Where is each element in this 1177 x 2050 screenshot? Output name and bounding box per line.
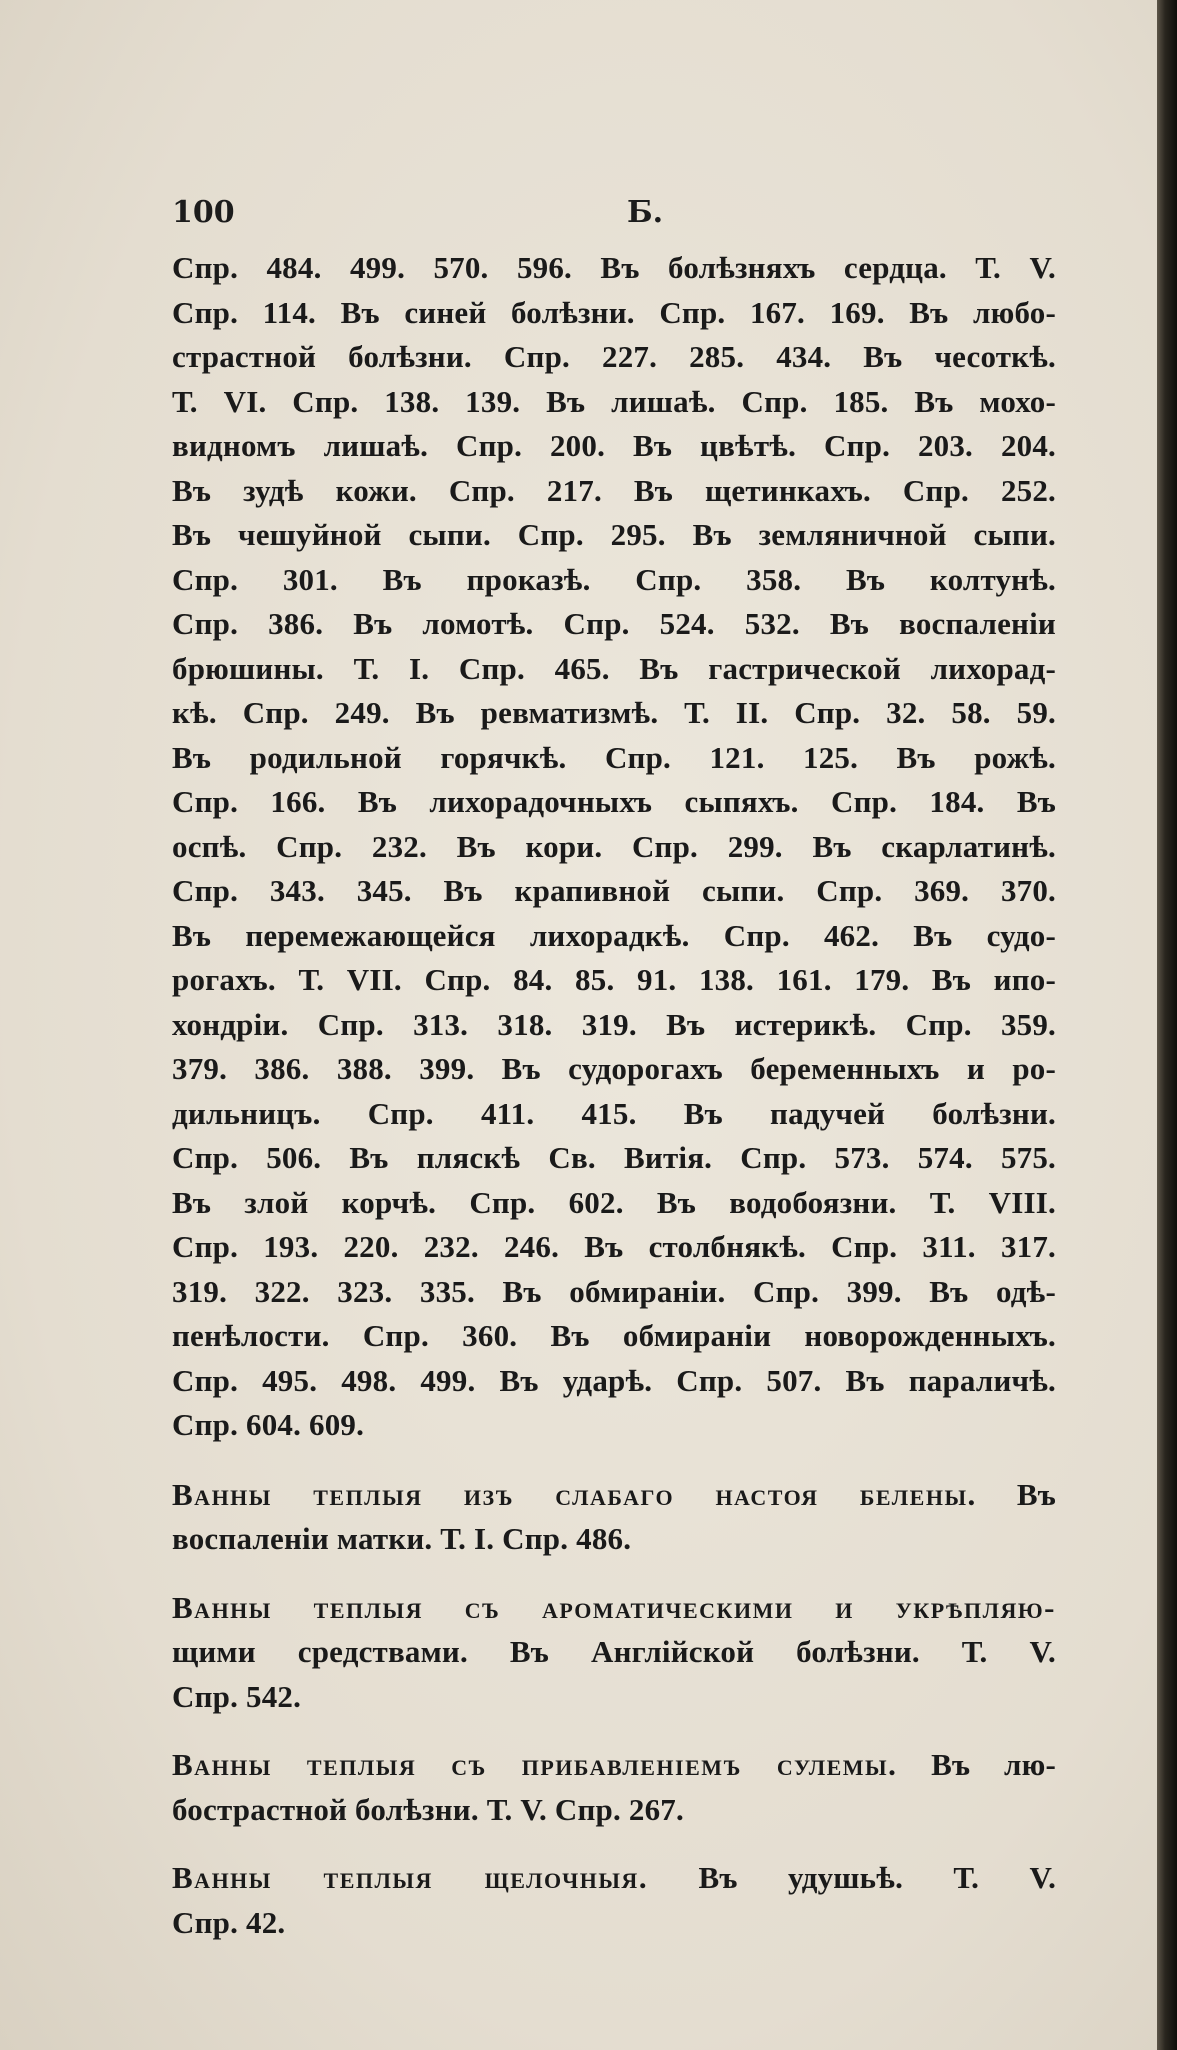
text-line: Спр. 343. 345. Въ крапивной сыпи. Спр. 369. 370. xyxy=(172,873,1056,908)
text-line: Въ зудѣ кожи. Спр. 217. Въ щетинкахъ. Спр. 252. xyxy=(172,472,1056,508)
text-line: Спр. 506. Въ пляскѣ Св. Витія. Спр. 573. 574. 575. xyxy=(172,1140,1056,1175)
book-spine-edge xyxy=(1157,0,1177,2050)
text-line: Спр. 114. Въ синей болѣзни. Спр. 167. 169. Въ любо- xyxy=(172,294,1056,330)
text-line: 379. 386. 388. 399. Въ судорогахъ беременныхъ и ро- xyxy=(172,1051,1056,1086)
text-line: дильницъ. Спр. 411. 415. Въ падучей болѣзни. xyxy=(172,1095,1056,1131)
text-line: рогахъ. Т. VII. Спр. 84. 85. 91. 138. 161. 179. Въ ипо- xyxy=(172,962,1056,997)
text-line: Спр. 386. Въ ломотѣ. Спр. 524. 532. Въ воспаленіи xyxy=(172,606,1056,641)
entry-headword: Ванны теплыя изъ слабаго настоя белены. xyxy=(172,1476,977,1512)
text-line: Спр. 301. Въ проказѣ. Спр. 358. Въ колтунѣ. xyxy=(172,561,1056,597)
entry-text: Въ лю- xyxy=(931,1747,1056,1782)
text-line: Въ злой корчѣ. Спр. 602. Въ водобоязни. Т. VIII. xyxy=(172,1184,1056,1220)
text-line: Т. VI. Спр. 138. 139. Въ лишаѣ. Спр. 185. Въ мохо- xyxy=(172,383,1056,419)
entry-line xyxy=(172,1586,1056,1631)
index-text xyxy=(172,246,1056,1945)
text-line: брюшины. Т. I. Спр. 465. Въ гастрической лихорад- xyxy=(172,650,1056,686)
text-line: хондріи. Спр. 313. 318. 319. Въ истерикѣ. Спр. 359. xyxy=(172,1006,1056,1042)
entry-line: воспаленіи матки. Т. I. Спр. 486. xyxy=(172,1521,632,1556)
text-line: Въ чешуйной сыпи. Спр. 295. Въ земляничной сыпи. xyxy=(172,517,1056,552)
text-line: Спр. 604. 609. xyxy=(172,1407,365,1442)
entry-line: Спр. 542. xyxy=(172,1678,302,1714)
page-number: 100 xyxy=(172,195,235,230)
text-line: оспѣ. Спр. 232. Въ кори. Спр. 299. Въ скарлатинѣ. xyxy=(172,828,1056,864)
continuation-block xyxy=(172,246,1056,1448)
entry-line: бострастной болѣзни. Т. V. Спр. 267. xyxy=(172,1791,684,1827)
index-entry xyxy=(172,1586,1056,1720)
text-line: Спр. 495. 498. 499. Въ ударѣ. Спр. 507. Въ параличѣ. xyxy=(172,1362,1056,1398)
index-entry xyxy=(172,1473,1056,1562)
entry-headword: Ванны теплыя съ прибавленіемъ сулемы. xyxy=(172,1747,898,1782)
entry-headword: Ванны теплыя щелочныя. xyxy=(172,1860,649,1895)
entry-headword: Ванны теплыя съ ароматическими и укрѣпляю- xyxy=(172,1589,1056,1625)
text-line: Спр. 484. 499. 570. 596. Въ болѣзняхъ сердца. Т. V. xyxy=(172,250,1056,285)
entry-line xyxy=(172,1473,1056,1518)
index-entry xyxy=(172,1856,1056,1945)
text-line: видномъ лишаѣ. Спр. 200. Въ цвѣтѣ. Спр. 203. 204. xyxy=(172,428,1056,463)
entry-text: Въ xyxy=(1016,1476,1056,1512)
text-line: страстной болѣзни. Спр. 227. 285. 434. Въ чесоткѣ. xyxy=(172,339,1056,374)
text-line: 319. 322. 323. 335. Въ обмираніи. Спр. 399. Въ одѣ- xyxy=(172,1273,1056,1309)
entry-line: Спр. 42. xyxy=(172,1904,286,1940)
entry-text: Въ удушьѣ. Т. V. xyxy=(698,1860,1056,1895)
page-header xyxy=(172,195,1052,235)
text-line: Въ перемежающейся лихорадкѣ. Спр. 462. Въ судо- xyxy=(172,917,1056,953)
text-line: Спр. 193. 220. 232. 246. Въ столбнякѣ. Спр. 311. 317. xyxy=(172,1229,1056,1264)
section-letter: Б. xyxy=(627,195,664,230)
text-line: кѣ. Спр. 249. Въ ревматизмѣ. Т. II. Спр. 32. 58. 59. xyxy=(172,695,1056,730)
text-line: пенѣлости. Спр. 360. Въ обмираніи новорожденныхъ. xyxy=(172,1318,1056,1353)
entry-line: щими средствами. Въ Англійской болѣзни. Т. V. xyxy=(172,1634,1056,1669)
text-line: Въ родильной горячкѣ. Спр. 121. 125. Въ рожѣ. xyxy=(172,739,1056,775)
entry-line xyxy=(172,1856,1056,1901)
entry-line xyxy=(172,1743,1056,1788)
index-entry xyxy=(172,1743,1056,1832)
text-line: Спр. 166. Въ лихорадочныхъ сыпяхъ. Спр. 184. Въ xyxy=(172,784,1056,819)
